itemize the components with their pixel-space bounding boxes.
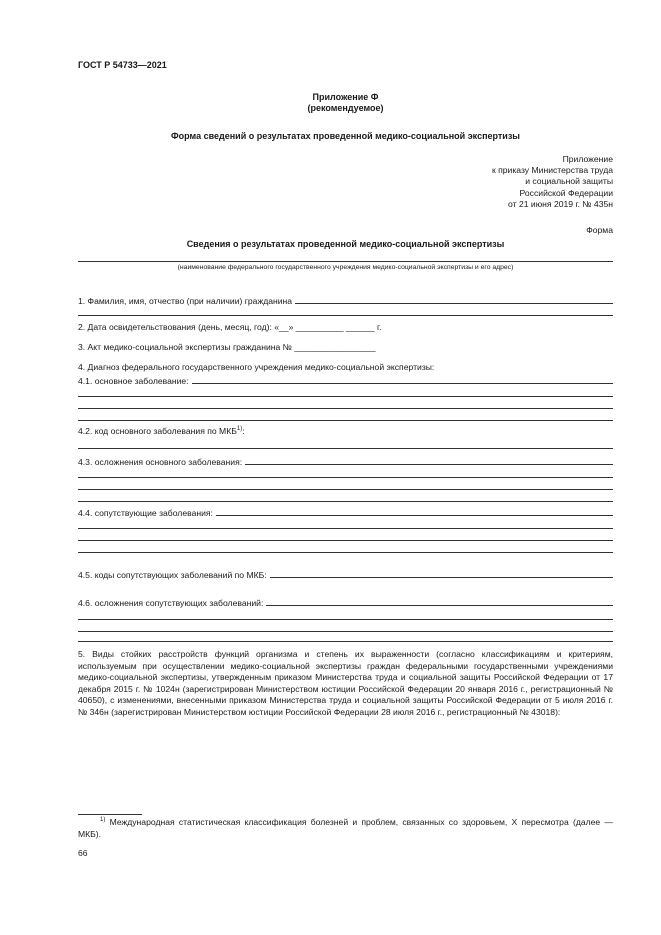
institution-line — [78, 261, 613, 262]
field-function-disorders: 5. Виды стойких расстройств функций организма и степень их выраженности (согласно классификациям и критериям, используемым при осуществлении медико-социальной экспертизы граждан федеральными государственными учреждениями медико-социальной экспертизы, утвержденным приказом Министерства труда и социальной защиты Российской Федерации от 17 декабря 2015 г. № 1024н (зарегистрирован Министерством юстиции Российской Федерации 20 января 2016 г., регистрационный № 40650), с изменениями, внесенными приказом Министерства труда и социальной защиты Российской Федерации от 5 июля 2016 г. № 346н (зарегистрирован Министерством юстиции Российской Федерации 28 июля 2016 г., регистрационный № 43018): — [78, 649, 613, 717]
institution-caption: (наименование федерального государственного учреждения медико-социальной экспертизы и его адрес) — [177, 264, 514, 271]
field-main-disease — [78, 373, 613, 386]
field-main-disease-code-label: 4.2. код основного заболевания по МКБ — [78, 426, 237, 436]
blank-line[interactable] — [78, 408, 613, 409]
order-line: к приказу Министерства труда — [491, 165, 613, 176]
blank-line[interactable] — [78, 501, 613, 502]
blank-line[interactable] — [78, 420, 613, 421]
blank-line[interactable] — [78, 528, 613, 529]
main-disease-input-line[interactable] — [192, 383, 613, 384]
colon: : — [242, 426, 245, 436]
field-main-disease-label: 4.1. основное заболевание: — [78, 376, 189, 386]
order-line: и социальной защиты — [525, 176, 613, 187]
footnote-ref: 1) — [236, 426, 243, 432]
form-heading: Сведения о результатах проведенной медико-социальной экспертизы — [186, 239, 505, 249]
blank-line[interactable] — [78, 489, 613, 490]
annex-subtitle: (рекомендуемое) — [307, 103, 384, 113]
field-concomitant-complications-label: 4.6. осложнения сопутствующих заболеваний: — [78, 598, 264, 608]
field-main-complications — [78, 454, 613, 467]
full-name-input-line[interactable] — [295, 303, 613, 304]
field-exam-date: 2. Дата освидетельствования (день, месяц, год): «__» __________ ______ г. — [78, 322, 382, 332]
order-line: Российской Федерации — [519, 187, 613, 198]
field-concomitant-codes-label: 4.5. коды сопутствующих заболеваний по МКБ: — [78, 570, 267, 580]
footnote-separator — [78, 814, 142, 815]
blank-line[interactable] — [78, 315, 613, 316]
field-full-name-label: 1. Фамилия, имя, отчество (при наличии) гражданина — [78, 296, 293, 306]
field-diagnosis: 4. Диагноз федерального государственного учреждения медико-социальной экспертизы: — [78, 362, 435, 372]
field-act-number: 3. Акт медико-социальной экспертизы гражданина № _________________ — [78, 342, 376, 352]
main-complications-input-line[interactable] — [245, 464, 613, 465]
annex-title: Приложение Ф — [312, 92, 379, 102]
field-main-complications-label: 4.3. осложнения основного заболевания: — [78, 457, 243, 467]
concomitant-complications-input-line[interactable] — [266, 605, 613, 606]
blank-line[interactable] — [78, 540, 613, 541]
field-full-name — [78, 293, 613, 306]
order-line: от 21 июня 2019 г. № 435н — [508, 198, 613, 209]
blank-line[interactable] — [78, 631, 613, 632]
field-concomitant-label: 4.4. сопутствующие заболевания: — [78, 508, 213, 518]
blank-line[interactable] — [78, 641, 613, 642]
blank-line[interactable] — [78, 552, 613, 553]
blank-line[interactable] — [78, 619, 613, 620]
field-concomitant-codes — [78, 567, 613, 580]
concomitant-input-line[interactable] — [216, 515, 613, 516]
form-title: Форма сведений о результатах проведенной медико-социальной экспертизы — [170, 131, 520, 141]
field-concomitant — [78, 505, 613, 518]
form-label: Форма — [586, 225, 613, 235]
footnote — [78, 817, 613, 840]
blank-line[interactable] — [78, 448, 613, 449]
order-reference — [492, 154, 613, 210]
order-line: Приложение — [562, 154, 613, 164]
field-concomitant-complications — [78, 595, 613, 608]
footnote-mark: 1) — [100, 817, 106, 823]
blank-line[interactable] — [78, 477, 613, 478]
concomitant-codes-input-line[interactable] — [270, 577, 613, 578]
blank-line[interactable] — [78, 396, 613, 397]
field-main-disease-code — [78, 426, 245, 437]
page-number: 66 — [78, 848, 88, 858]
document-code: ГОСТ Р 54733—2021 — [78, 60, 167, 70]
footnote-text: Международная статистическая классификация болезней и проблем, связанных со здоровьем, X пересмотра (далее — МКБ). — [78, 817, 613, 839]
